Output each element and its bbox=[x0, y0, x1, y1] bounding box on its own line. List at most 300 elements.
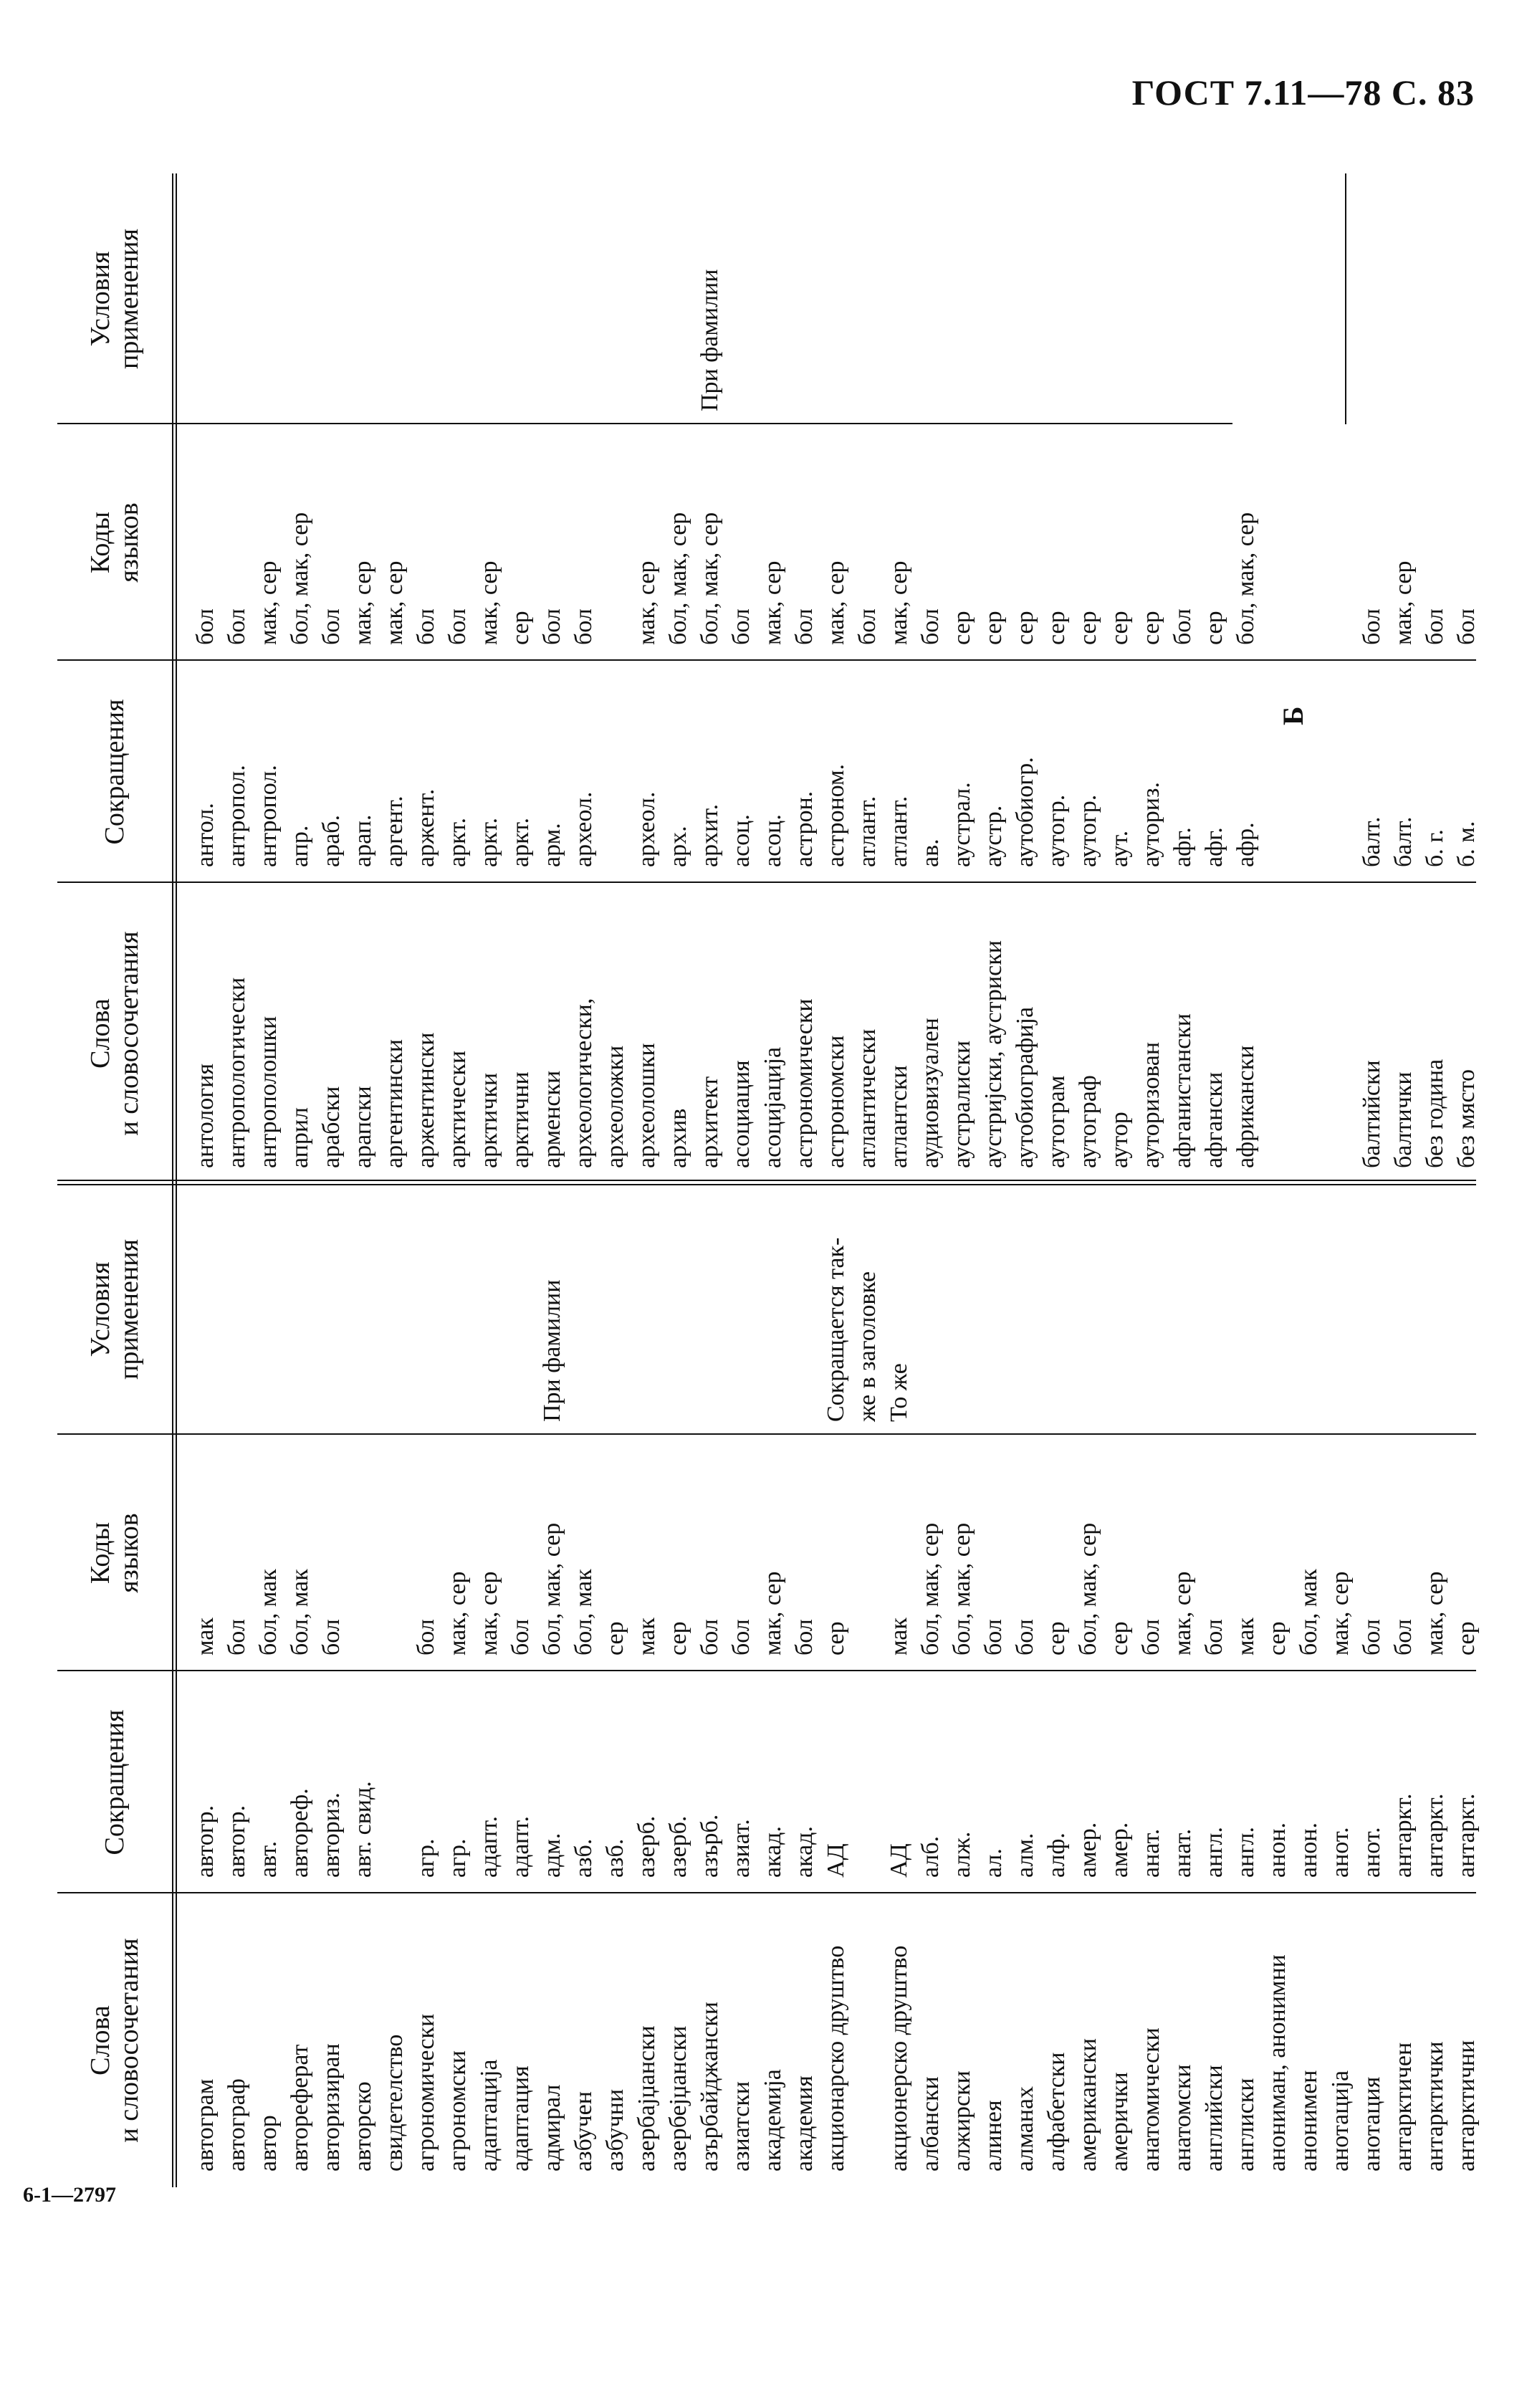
language-codes-cell: мак, сер bbox=[1422, 1571, 1448, 1656]
table-row bbox=[726, 1184, 757, 2187]
abbreviation-cell: астроном. bbox=[823, 763, 849, 867]
word-cell: автор bbox=[255, 2115, 282, 2172]
language-codes-cell: бол, мак, сер bbox=[1232, 512, 1259, 645]
abbreviation-cell: алф. bbox=[1043, 1833, 1070, 1878]
word-cell: анатомически bbox=[1138, 2027, 1164, 2172]
table-row bbox=[1325, 1184, 1356, 2187]
language-codes-cell: бол, мак, сер bbox=[917, 1522, 944, 1656]
language-codes-cell: сер bbox=[823, 1621, 849, 1656]
language-codes-cell: бол bbox=[1390, 1619, 1417, 1656]
abbreviation-cell: асоц. bbox=[728, 814, 755, 867]
table-row bbox=[1136, 173, 1167, 1184]
abbreviation-cell: ав. bbox=[917, 838, 944, 867]
language-codes-cell: бол bbox=[1169, 608, 1196, 645]
table-row bbox=[884, 1184, 915, 2187]
usage-note-cell: При фамилии bbox=[696, 269, 723, 411]
language-codes-cell: мак bbox=[886, 1618, 912, 1656]
abbreviation-cell: акад. bbox=[760, 1826, 786, 1878]
word-cell: без година bbox=[1422, 1059, 1448, 1168]
abbreviation-cell: АД bbox=[886, 1843, 912, 1878]
table-row bbox=[600, 1184, 631, 2187]
table-row bbox=[505, 1184, 537, 2187]
abbreviation-cell: амер. bbox=[1075, 1822, 1101, 1878]
language-codes-cell: сер bbox=[1201, 611, 1227, 645]
table-row bbox=[411, 173, 442, 1184]
abbreviation-cell: аргент. bbox=[381, 796, 408, 867]
language-codes-cell: бол, мак, сер bbox=[539, 1522, 565, 1656]
language-codes-cell: сер bbox=[1012, 611, 1038, 645]
abbreviation-cell: алж. bbox=[949, 1831, 975, 1878]
language-codes-cell: бол bbox=[696, 1619, 723, 1656]
table-row bbox=[694, 173, 726, 1184]
abbreviation-cell: азърб. bbox=[696, 1814, 723, 1878]
table-row bbox=[600, 173, 631, 1184]
table-row bbox=[253, 1184, 284, 2187]
table-row bbox=[1136, 1184, 1167, 2187]
word-cell: академија bbox=[760, 2069, 786, 2172]
table-row bbox=[1451, 1184, 1483, 2187]
abbreviation-cell: авториз. bbox=[318, 1792, 345, 1878]
word-cell: анотација bbox=[1327, 2070, 1354, 2172]
abbreviation-cell: ал. bbox=[980, 1848, 1007, 1878]
abbreviation-cell: б. м. bbox=[1453, 821, 1480, 867]
abbreviation-cell: афг. bbox=[1169, 827, 1196, 867]
language-codes-cell: бол bbox=[1359, 1619, 1385, 1656]
abbreviation-cell: анон. bbox=[1264, 1822, 1291, 1878]
language-codes-cell: мак, сер bbox=[1169, 1571, 1196, 1656]
abbreviation-cell: аутогр. bbox=[1043, 794, 1070, 867]
language-codes-cell: бол, мак bbox=[1296, 1569, 1322, 1656]
abbreviation-cell: афр. bbox=[1232, 822, 1259, 867]
language-codes-cell: бол bbox=[507, 1619, 534, 1656]
language-codes-cell: мак, сер bbox=[350, 560, 376, 645]
abbreviation-cell: анат. bbox=[1138, 1828, 1164, 1878]
language-codes-cell: бол bbox=[1201, 1619, 1227, 1656]
table-row bbox=[1199, 1184, 1230, 2187]
language-codes-cell: бол bbox=[413, 1619, 439, 1656]
word-cell: аустралиски bbox=[949, 1040, 975, 1168]
table-row bbox=[442, 173, 474, 1184]
table-row bbox=[537, 1184, 568, 2187]
language-codes-cell: бол bbox=[1012, 1619, 1038, 1656]
table-row bbox=[411, 1184, 442, 2187]
abbreviation-cell: азиат. bbox=[728, 1819, 755, 1878]
table-row bbox=[1167, 1184, 1199, 2187]
word-cell: без място bbox=[1453, 1069, 1480, 1168]
abbreviation-cell: алб. bbox=[917, 1835, 944, 1878]
language-codes-cell: бол bbox=[728, 1619, 755, 1656]
abbreviation-cell: авт. свид. bbox=[350, 1781, 376, 1878]
word-cell: арктични bbox=[507, 1071, 534, 1168]
word-cell: английски bbox=[1201, 2065, 1227, 2172]
table-row bbox=[221, 1184, 253, 2187]
language-codes-cell: сер bbox=[1264, 1621, 1291, 1656]
word-cell: астрономически bbox=[791, 998, 818, 1168]
language-codes-cell: бол bbox=[224, 608, 250, 645]
abbreviation-cell: автогр. bbox=[192, 1805, 219, 1878]
table-left-half bbox=[57, 1184, 1480, 2187]
word-cell: алманах bbox=[1012, 2086, 1038, 2172]
word-cell: алжирски bbox=[949, 2070, 975, 2172]
abbreviation-cell: аркт. bbox=[444, 818, 471, 867]
abbreviation-cell: аркт. bbox=[507, 818, 534, 867]
table-row bbox=[1293, 1184, 1325, 2187]
word-cell: свидетелство bbox=[381, 2034, 408, 2172]
word-cell: азербајџански bbox=[633, 2025, 660, 2172]
abbreviation-cell: балт. bbox=[1390, 816, 1417, 867]
table-row bbox=[442, 1184, 474, 2187]
abbreviation-cell: антропол. bbox=[255, 765, 282, 867]
language-codes-cell: бол, мак bbox=[255, 1569, 282, 1656]
table-row bbox=[789, 1184, 820, 2187]
language-codes-cell: мак, сер bbox=[760, 560, 786, 645]
abbreviation-cell: апр. bbox=[287, 825, 313, 867]
word-cell: автограм bbox=[192, 2078, 219, 2172]
table-row bbox=[852, 173, 884, 1184]
word-cell: археологически, bbox=[570, 998, 597, 1168]
word-cell: асоциация bbox=[728, 1060, 755, 1168]
abbreviation-cell: антаркт. bbox=[1453, 1793, 1480, 1878]
language-codes-cell: бол bbox=[1422, 608, 1448, 645]
table-row bbox=[505, 173, 537, 1184]
abbreviation-cell: аустр. bbox=[980, 805, 1007, 867]
table-row bbox=[978, 173, 1010, 1184]
word-cell: англиски bbox=[1232, 2078, 1259, 2172]
section-divider bbox=[1345, 173, 1346, 424]
table-row bbox=[1356, 1184, 1388, 2187]
table-row bbox=[820, 1184, 881, 2187]
word-cell: афгански bbox=[1201, 1071, 1227, 1168]
language-codes-cell: бол, мак bbox=[287, 1569, 313, 1656]
abbreviation-cell: азерб. bbox=[665, 1815, 691, 1878]
table-row bbox=[537, 173, 568, 1184]
table-row bbox=[1262, 1184, 1293, 2187]
word-cell: аутограф bbox=[1075, 1075, 1101, 1168]
rotated-table bbox=[57, 173, 1480, 2187]
col-header-abbr: Сокращения bbox=[100, 1709, 130, 1855]
language-codes-cell: мак, сер bbox=[760, 1571, 786, 1656]
table-row bbox=[947, 1184, 978, 2187]
col-header-codes: Коды языков bbox=[85, 502, 144, 583]
language-codes-cell: бол bbox=[570, 608, 597, 645]
table-row bbox=[190, 173, 221, 1184]
word-cell: агрономически bbox=[413, 2013, 439, 2172]
language-codes-cell: сер bbox=[1043, 611, 1070, 645]
word-cell: африкански bbox=[1232, 1045, 1259, 1168]
language-codes-cell: сер bbox=[1106, 611, 1133, 645]
table-row bbox=[1420, 173, 1451, 1184]
table-row bbox=[1041, 1184, 1073, 2187]
table-row bbox=[694, 1184, 726, 2187]
abbreviation-cell: ауториз. bbox=[1138, 782, 1164, 867]
abbreviation-cell: азб. bbox=[602, 1838, 628, 1878]
language-codes-cell: бол bbox=[1453, 608, 1480, 645]
table-row bbox=[915, 1184, 947, 2187]
word-cell: амерички bbox=[1106, 2072, 1133, 2172]
language-codes-cell: бол, мак, сер bbox=[1075, 1522, 1101, 1656]
usage-note-cell: То же bbox=[886, 1363, 912, 1422]
table-row bbox=[978, 1184, 1010, 2187]
word-cell: архитект bbox=[696, 1076, 723, 1168]
abbreviation-cell: АД bbox=[823, 1843, 849, 1878]
abbreviation-cell: адм. bbox=[539, 1833, 565, 1878]
table-row bbox=[316, 173, 348, 1184]
abbreviation-cell: балт. bbox=[1359, 816, 1385, 867]
language-codes-cell: бол bbox=[791, 608, 818, 645]
abbreviation-cell: автогр. bbox=[224, 1805, 250, 1878]
abbreviation-cell: афг. bbox=[1201, 827, 1227, 867]
table-row bbox=[663, 173, 694, 1184]
word-cell: анатомски bbox=[1169, 2064, 1196, 2172]
word-cell: атлантски bbox=[886, 1065, 912, 1168]
abbreviation-cell: аржент. bbox=[413, 788, 439, 867]
usage-note-cell: Сокращается так- же в заголовке bbox=[823, 1237, 881, 1422]
abbreviation-cell: алм. bbox=[1012, 1833, 1038, 1878]
word-cell: археолошки bbox=[633, 1043, 660, 1168]
abbreviation-cell: авт. bbox=[255, 1840, 282, 1878]
word-cell: адаптација bbox=[476, 2059, 502, 2172]
language-codes-cell: бол bbox=[318, 608, 345, 645]
language-codes-cell: мак, сер bbox=[1390, 560, 1417, 645]
word-cell: атлантически bbox=[854, 1028, 881, 1168]
abbreviation-cell: адапт. bbox=[476, 1815, 502, 1878]
table-row bbox=[820, 173, 852, 1184]
language-codes-cell: бол, мак, сер bbox=[665, 512, 691, 645]
language-codes-cell: бол bbox=[224, 1619, 250, 1656]
word-cell: археоложки bbox=[602, 1045, 628, 1168]
language-codes-cell: мак bbox=[1232, 1618, 1259, 1656]
table-row bbox=[663, 1184, 694, 2187]
word-cell: анонимен bbox=[1296, 2070, 1322, 2172]
table-row bbox=[1199, 173, 1230, 1184]
language-codes-cell: бол bbox=[1359, 608, 1385, 645]
language-codes-cell: мак, сер bbox=[823, 560, 849, 645]
language-codes-cell: бол bbox=[791, 1619, 818, 1656]
table-row bbox=[1104, 1184, 1136, 2187]
col-header-words: Слова и словосочетания bbox=[85, 1938, 144, 2143]
abbreviation-cell: аутогр. bbox=[1075, 794, 1101, 867]
abbreviation-cell: б. г. bbox=[1422, 829, 1448, 867]
language-codes-cell: бол, мак, сер bbox=[696, 512, 723, 645]
word-cell: аутограм bbox=[1043, 1075, 1070, 1168]
word-cell: авторско bbox=[350, 2081, 376, 2172]
language-codes-cell: бол bbox=[728, 608, 755, 645]
word-cell: април bbox=[287, 1107, 313, 1168]
language-codes-cell: сер bbox=[980, 611, 1007, 645]
table-row bbox=[221, 173, 253, 1184]
col-header-codes: Коды языков bbox=[85, 1513, 144, 1593]
word-cell: азиатски bbox=[728, 2080, 755, 2172]
word-cell: азбучен bbox=[570, 2091, 597, 2172]
word-cell: арапски bbox=[350, 1086, 376, 1168]
abbreviation-cell: адапт. bbox=[507, 1815, 534, 1878]
abbreviation-cell: агр. bbox=[413, 1838, 439, 1878]
language-codes-cell: бол bbox=[1138, 1619, 1164, 1656]
word-cell: американски bbox=[1075, 2038, 1101, 2172]
word-cell: азбучни bbox=[602, 2088, 628, 2172]
word-cell: антрополошки bbox=[255, 1016, 282, 1168]
page-header: ГОСТ 7.11—78 С. 83 bbox=[1131, 72, 1475, 113]
table-row bbox=[1230, 1184, 1262, 2187]
word-cell: аутор bbox=[1106, 1112, 1133, 1168]
abbreviation-cell: англ. bbox=[1201, 1827, 1227, 1878]
table-row bbox=[631, 1184, 663, 2187]
word-cell: аргентински bbox=[381, 1039, 408, 1168]
table-row bbox=[348, 1184, 379, 2187]
word-cell: анониман, анонимни bbox=[1264, 1954, 1291, 2172]
language-codes-cell: бол bbox=[854, 608, 881, 645]
word-cell: академия bbox=[791, 2075, 818, 2172]
table-row bbox=[1041, 173, 1073, 1184]
col-header-usage: Условия применения bbox=[85, 1239, 144, 1380]
abbreviation-cell: аут. bbox=[1106, 830, 1133, 867]
abbreviation-cell: амер. bbox=[1106, 1822, 1133, 1878]
table-row bbox=[631, 173, 663, 1184]
word-cell: акционерско друштво bbox=[886, 1945, 912, 2172]
word-cell: аржентински bbox=[413, 1032, 439, 1168]
abbreviation-cell: анон. bbox=[1296, 1822, 1322, 1878]
table-row bbox=[1451, 173, 1483, 1184]
language-codes-cell: бол bbox=[318, 1619, 345, 1656]
table-row bbox=[726, 173, 757, 1184]
word-cell: антарктичен bbox=[1390, 2042, 1417, 2172]
table-row bbox=[757, 1184, 789, 2187]
abbreviation-cell: атлант. bbox=[886, 796, 912, 867]
word-cell: антарктични bbox=[1453, 2040, 1480, 2172]
language-codes-cell: сер bbox=[665, 1621, 691, 1656]
abbreviation-cell: арап. bbox=[350, 814, 376, 867]
language-codes-cell: мак, сер bbox=[381, 560, 408, 645]
language-codes-cell: мак, сер bbox=[633, 560, 660, 645]
abbreviation-cell: антаркт. bbox=[1390, 1793, 1417, 1878]
abbreviation-cell: археол. bbox=[570, 791, 597, 867]
table-row bbox=[1073, 173, 1104, 1184]
table-row bbox=[348, 173, 379, 1184]
abbreviation-cell: араб. bbox=[318, 815, 345, 867]
word-cell: авторизиран bbox=[318, 2043, 345, 2172]
word-cell: антропологически bbox=[224, 977, 250, 1168]
table-header-left bbox=[57, 1184, 177, 2187]
abbreviation-cell: агр. bbox=[444, 1838, 471, 1878]
language-codes-cell: бол bbox=[980, 1619, 1007, 1656]
abbreviation-cell: антол. bbox=[192, 803, 219, 867]
language-codes-cell: бол, мак, сер bbox=[949, 1522, 975, 1656]
table-row bbox=[884, 173, 915, 1184]
word-cell: агрономски bbox=[444, 2050, 471, 2172]
abbreviation-cell: антаркт. bbox=[1422, 1793, 1448, 1878]
abbreviation-cell: азб. bbox=[570, 1838, 597, 1878]
word-cell: астрономски bbox=[823, 1035, 849, 1168]
table-row bbox=[1388, 173, 1420, 1184]
table-row bbox=[852, 1184, 884, 2187]
table-row bbox=[284, 173, 316, 1184]
section-letter: Б bbox=[1277, 706, 1309, 725]
language-codes-cell: мак, сер bbox=[1327, 1571, 1354, 1656]
word-cell: адаптация bbox=[507, 2065, 534, 2172]
language-codes-cell: бол, мак, сер bbox=[287, 512, 313, 645]
word-cell: аудиовизуален bbox=[917, 1018, 944, 1168]
table-row bbox=[253, 173, 284, 1184]
table-row bbox=[757, 173, 789, 1184]
abbreviation-cell: акад. bbox=[791, 1826, 818, 1878]
word-cell: азърбайджански bbox=[696, 2002, 723, 2172]
table-row bbox=[947, 173, 978, 1184]
language-codes-cell: сер bbox=[1106, 1621, 1133, 1656]
word-cell: арктички bbox=[476, 1072, 502, 1168]
language-codes-cell: мак, сер bbox=[444, 1571, 471, 1656]
language-codes-cell: бол bbox=[917, 608, 944, 645]
word-cell: балтийски bbox=[1359, 1060, 1385, 1168]
table-row bbox=[1104, 173, 1136, 1184]
abbreviation-cell: автореф. bbox=[287, 1788, 313, 1878]
table-row bbox=[1010, 1184, 1041, 2187]
language-codes-cell: бол bbox=[539, 608, 565, 645]
abbreviation-cell: арх. bbox=[665, 826, 691, 867]
language-codes-cell: сер bbox=[1043, 1621, 1070, 1656]
word-cell: аутобиографија bbox=[1012, 1006, 1038, 1168]
word-cell: автореферат bbox=[287, 2044, 313, 2172]
abbreviation-cell: аутобиогр. bbox=[1012, 757, 1038, 867]
table-row bbox=[316, 1184, 348, 2187]
abbreviation-cell: анат. bbox=[1169, 1828, 1196, 1878]
abbreviation-cell: аркт. bbox=[476, 818, 502, 867]
language-codes-cell: сер bbox=[507, 611, 534, 645]
word-cell: антарктички bbox=[1422, 2041, 1448, 2172]
col-header-abbr: Сокращения bbox=[100, 699, 130, 845]
language-codes-cell: мак, сер bbox=[476, 560, 502, 645]
word-cell: азербејџански bbox=[665, 2025, 691, 2172]
abbreviation-cell: астрон. bbox=[791, 790, 818, 867]
word-cell: акционарско друштво bbox=[823, 1945, 849, 2172]
table-row bbox=[474, 1184, 505, 2187]
col-header-words: Слова и словосочетания bbox=[85, 931, 144, 1136]
abbreviation-cell: аустрал. bbox=[949, 782, 975, 867]
language-codes-cell: сер bbox=[1138, 611, 1164, 645]
abbreviation-cell: атлант. bbox=[854, 796, 881, 867]
table-row bbox=[284, 1184, 316, 2187]
table-row bbox=[1230, 173, 1262, 1184]
word-cell: антология bbox=[192, 1064, 219, 1168]
word-cell: афганистански bbox=[1169, 1013, 1196, 1168]
abbreviation-cell: анот. bbox=[1327, 1827, 1354, 1878]
usage-note-cell: При фамилии bbox=[539, 1279, 565, 1422]
word-cell: балтички bbox=[1390, 1071, 1417, 1168]
abbreviation-cell: археол. bbox=[633, 791, 660, 867]
language-codes-cell: мак, сер bbox=[255, 560, 282, 645]
word-cell: арменски bbox=[539, 1070, 565, 1168]
table-row bbox=[568, 1184, 600, 2187]
word-cell: автограф bbox=[224, 2078, 250, 2172]
table-header-right bbox=[57, 173, 177, 1184]
word-cell: албански bbox=[917, 2076, 944, 2172]
language-codes-cell: бол bbox=[192, 608, 219, 645]
table-row bbox=[1420, 1184, 1451, 2187]
language-codes-cell: сер bbox=[1453, 1621, 1480, 1656]
abbreviation-cell: азерб. bbox=[633, 1815, 660, 1878]
language-codes-cell: сер bbox=[949, 611, 975, 645]
language-codes-cell: сер bbox=[1075, 611, 1101, 645]
language-codes-cell: сер bbox=[602, 1621, 628, 1656]
language-codes-cell: мак bbox=[633, 1618, 660, 1656]
abbreviation-cell: архит. bbox=[696, 803, 723, 867]
page-footer: 6-1—2797 bbox=[23, 2183, 116, 2207]
table-row bbox=[190, 1184, 221, 2187]
table-row bbox=[915, 173, 947, 1184]
word-cell: арабски bbox=[318, 1086, 345, 1168]
table-row bbox=[379, 1184, 411, 2187]
word-cell: аустријски, аустриски bbox=[980, 940, 1007, 1168]
abbreviation-cell: арм. bbox=[539, 823, 565, 867]
